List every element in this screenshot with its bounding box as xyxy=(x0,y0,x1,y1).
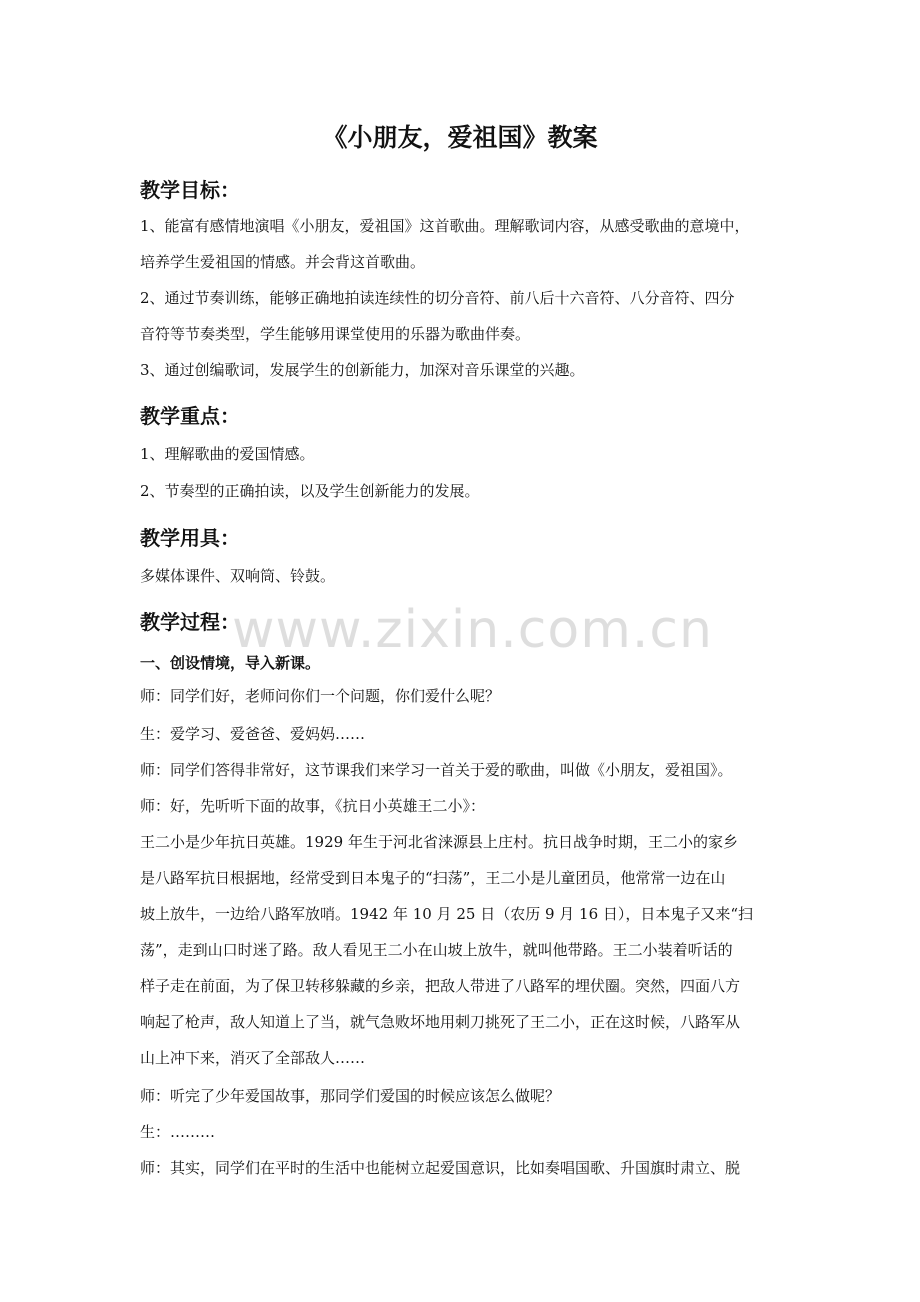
story-line: 荡”，走到山口时迷了路。敌人看见王二小在山坡上放牛，就叫他带路。王二小装着听话的 xyxy=(140,941,733,959)
story-line: 山上冲下来，消灭了全部敌人…… xyxy=(140,1049,366,1067)
goal-line: 3、通过创编歌词，发展学生的创新能力，加深对音乐课堂的兴趣。 xyxy=(140,361,585,379)
dialog-line: 师：同学们答得非常好，这节课我们来学习一首关于爱的歌曲，叫做《小朋友，爱祖国》。 xyxy=(140,761,733,779)
goal-line: 音符等节奏类型，学生能够用课堂使用的乐器为歌曲伴奏。 xyxy=(140,325,531,343)
dialog-line: 师：其实，同学们在平时的生活中也能树立起爱国意识，比如奏唱国歌、升国旗时肃立、脱 xyxy=(140,1159,741,1177)
dialog-line: 师：好，先听听下面的故事，《抗日小英雄王二小》： xyxy=(140,797,486,815)
dialog-line: 生：爱学习、爱爸爸、爱妈妈…… xyxy=(140,725,366,743)
key-heading: 教学重点： xyxy=(140,404,240,428)
step1-heading: 一、创设情境，导入新课。 xyxy=(140,654,321,672)
goal-line: 1、能富有感情地演唱《小朋友，爱祖国》这首歌曲。理解歌词内容，从感受歌曲的意境中， xyxy=(140,217,750,235)
story-line: 样子走在前面，为了保卫转移躲藏的乡亲，把敌人带进了八路军的埋伏圈。突然，四面八方 xyxy=(140,977,741,995)
goals-heading: 教学目标： xyxy=(140,178,240,202)
key-line: 1、理解歌曲的爱国情感。 xyxy=(140,445,315,463)
story-line: 王二小是少年抗日英雄。1929 年生于河北省涞源县上庄村。抗日战争时期，王二小的家乡 xyxy=(140,833,738,851)
goal-line: 2、通过节奏训练，能够正确地拍读连续性的切分音符、前八后十六音符、八分音符、四分 xyxy=(140,289,735,307)
tools-heading: 教学用具： xyxy=(140,526,240,550)
story-line: 是八路军抗日根据地，经常受到日本鬼子的“扫荡”，王二小是儿童团员，他常常一边在山 xyxy=(140,869,726,887)
document-title: 《小朋友，爱祖国》教案 xyxy=(322,123,598,152)
story-line: 响起了枪声，敌人知道上了当，就气急败坏地用刺刀挑死了王二小，正在这时候，八路军从 xyxy=(140,1013,741,1031)
watermark: www.zixin.com.cn xyxy=(232,600,713,660)
dialog-line: 师：听完了少年爱国故事，那同学们爱国的时候应该怎么做呢？ xyxy=(140,1087,561,1105)
goal-line: 培养学生爱祖国的情感。并会背这首歌曲。 xyxy=(140,253,426,271)
key-line: 2、节奏型的正确拍读，以及学生创新能力的发展。 xyxy=(140,482,480,500)
story-line: 坡上放牛，一边给八路军放哨。1942 年 10 月 25 日（农历 9 月 16 日），日本鬼子又来“扫 xyxy=(140,905,754,923)
dialog-line: 生：……… xyxy=(140,1123,216,1141)
dialog-line: 师：同学们好，老师问你们一个问题，你们爱什么呢？ xyxy=(140,687,501,705)
process-heading: 教学过程： xyxy=(140,610,240,634)
tools-line: 多媒体课件、双响筒、铃鼓。 xyxy=(140,567,336,585)
